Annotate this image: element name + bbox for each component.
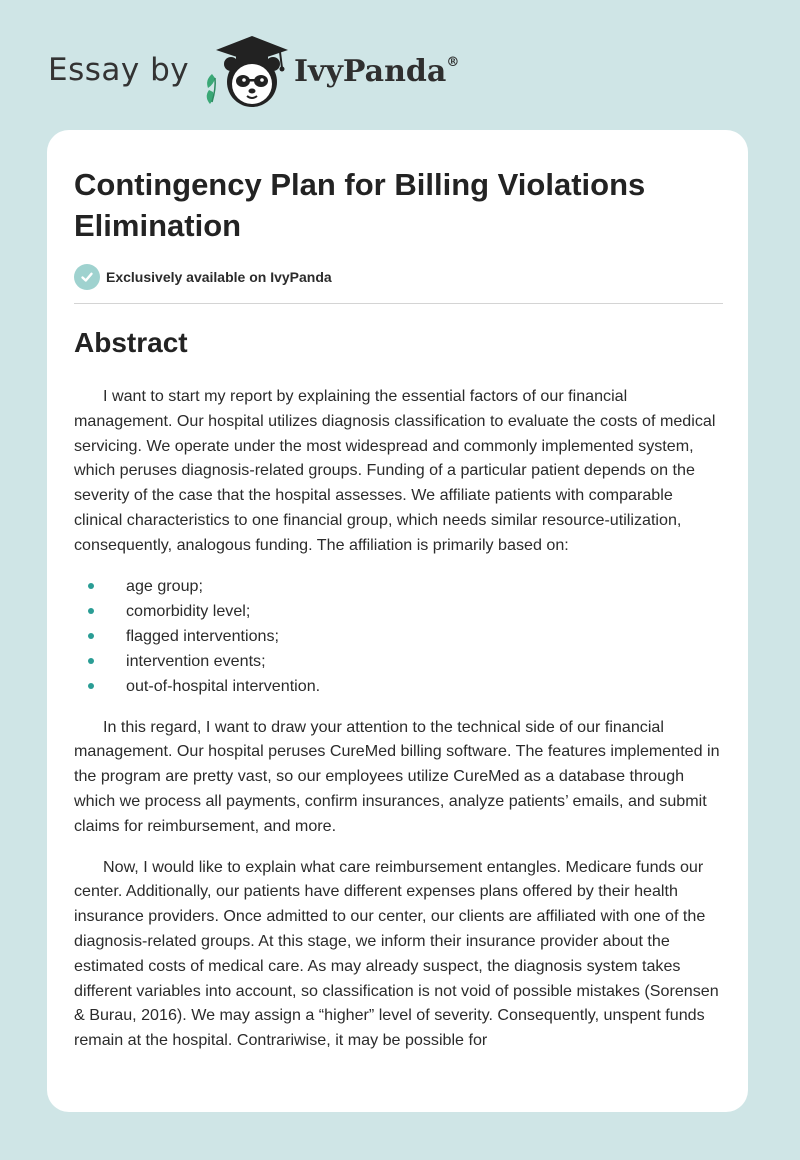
essay-by-label: Essay by [48,52,190,88]
exclusive-label: Exclusively available on IvyPanda [106,269,332,285]
bullet-icon [88,633,94,639]
essay-title: Contingency Plan for Billing Violations Elimination [74,167,646,243]
list-item-text: flagged interventions; [126,626,279,645]
paragraph: In this regard, I want to draw your attention to the technical side of our financial management. Our hospital peruses CureMed billing software. The features implemented in the program are pretty vast, so our employees utilize CureMed as a database through which we process all payments, confirm insurances, analyze patients’ emails, and submit claims for reimbursement, and more. [74,717,720,835]
list-item [74,674,723,699]
section-heading: Abstract [74,327,188,358]
list-item [74,574,723,599]
registered-mark: ® [446,55,460,70]
list-item [74,624,723,649]
bullet-icon [88,683,94,689]
checkmark-icon [74,264,100,290]
affiliation-list [74,574,723,699]
exclusive-badge [74,264,332,290]
bullet-icon [88,658,94,664]
list-item-text: age group; [126,576,203,595]
essay-card [47,130,748,1112]
essay-body [74,384,723,1069]
divider [74,303,723,304]
site-header [48,34,508,110]
list-item-text: intervention events; [126,651,266,670]
brand-text: IvyPanda [294,54,447,89]
list-item-text: comorbidity level; [126,601,251,620]
panda-logo-icon[interactable] [200,34,294,110]
list-item-text: out-of-hospital intervention. [126,676,321,695]
paragraph: I want to start my report by explaining the essential factors of our financial management. Our hospital utilizes diagnosis classification to evaluate the costs of medical servicing. We operate under the most widespread and commonly implemented system, which peruses diagnosis-related groups. Funding of a particular patient depends on the severity of the case that the hospital assesses. We affiliate patients with comparable clinical characteristics to one financial group, which needs similar resource-utilization, consequently, analogous funding. The affiliation is primarily based on: [74,387,716,554]
brand-name[interactable] [294,54,459,89]
paragraph: Now, I would like to explain what care reimbursement entangles. Medicare funds our center. Additionally, our patients have different expenses plans offered by their health insurance providers. Once admitted to our center, our clients are affiliated with one of the diagnosis-related groups. At this stage, we inform their insurance provider about the estimated costs of medical care. As may already suspect, the diagnosis system takes different variables into account, so classification is not void of possible mistakes (Sorensen & Burau, 2016). We may assign a “higher” level of severity. Consequently, unspent funds remain at the hospital. Contrariwise, it may be possible for [74,857,719,1050]
list-item [74,599,723,624]
bullet-icon [88,608,94,614]
list-item [74,649,723,674]
bullet-icon [88,583,94,589]
